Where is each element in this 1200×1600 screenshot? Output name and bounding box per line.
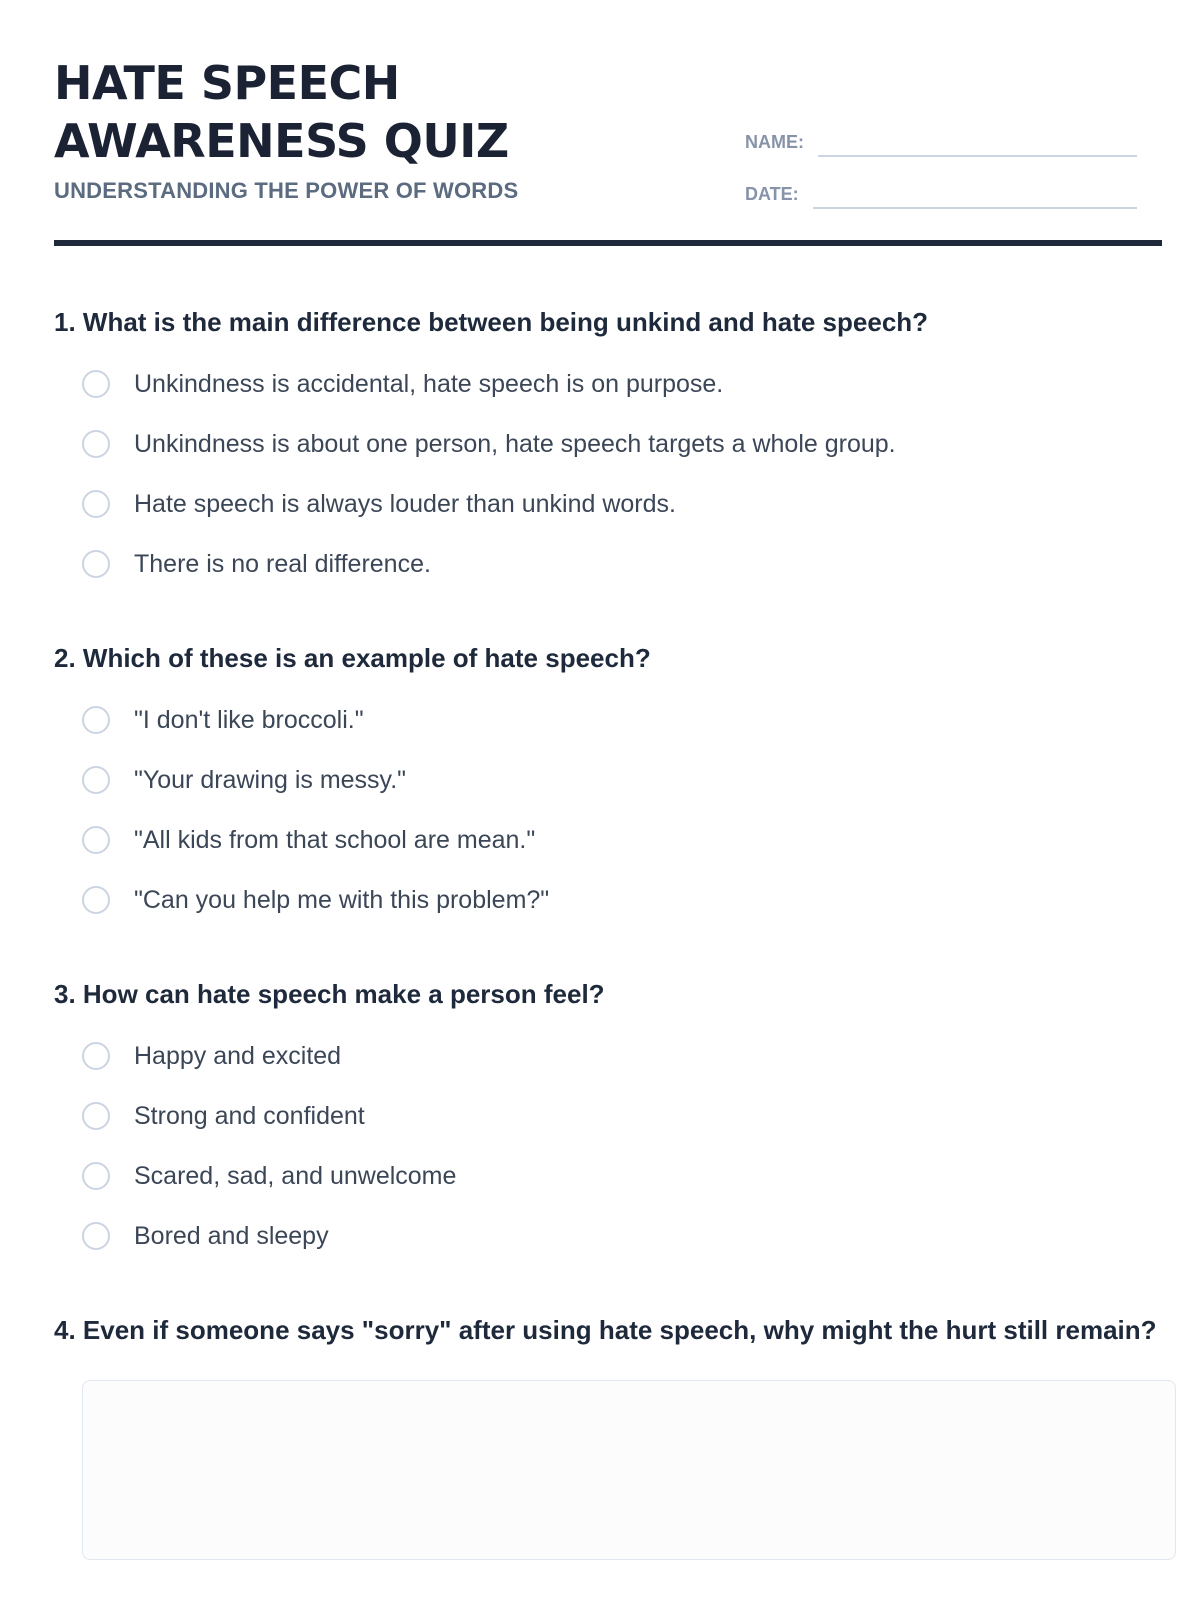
radio-button[interactable] bbox=[82, 826, 110, 854]
name-label: NAME: bbox=[745, 132, 804, 152]
question-4 bbox=[54, 1310, 1162, 1560]
question-3 bbox=[54, 974, 1162, 1266]
answer-option[interactable] bbox=[54, 1086, 1162, 1146]
radio-button[interactable] bbox=[82, 886, 110, 914]
radio-button[interactable] bbox=[82, 706, 110, 734]
radio-button[interactable] bbox=[82, 370, 110, 398]
option-label: Bored and sleepy bbox=[134, 1222, 329, 1250]
option-label: "All kids from that school are mean." bbox=[134, 826, 536, 854]
quiz-header bbox=[54, 54, 1162, 240]
option-label: Unkindness is accidental, hate speech is on purpose. bbox=[134, 370, 724, 398]
answer-option[interactable] bbox=[54, 474, 1162, 534]
question-text: 3. How can hate speech make a person feel? bbox=[54, 979, 605, 1009]
question-1-block bbox=[54, 302, 1162, 594]
header-divider bbox=[54, 240, 1162, 246]
written-answer-box[interactable] bbox=[82, 1380, 1176, 1560]
question-2 bbox=[54, 638, 1162, 930]
date-input-line[interactable] bbox=[813, 207, 1137, 209]
quiz-title: HATE SPEECH AWARENESS QUIZ bbox=[54, 56, 509, 168]
option-label: Unkindness is about one person, hate speech targets a whole group. bbox=[134, 430, 896, 458]
radio-button[interactable] bbox=[82, 1222, 110, 1250]
question-3-block bbox=[54, 974, 1162, 1266]
radio-button[interactable] bbox=[82, 490, 110, 518]
answer-option[interactable] bbox=[54, 690, 1162, 750]
question-text: 1. What is the main difference between being unkind and hate speech? bbox=[54, 307, 929, 337]
option-label: "Can you help me with this problem?" bbox=[134, 886, 550, 914]
option-label: Hate speech is always louder than unkind words. bbox=[134, 490, 676, 518]
answer-option[interactable] bbox=[54, 1146, 1162, 1206]
answer-options bbox=[54, 1026, 1162, 1266]
question-text: 2. Which of these is an example of hate speech? bbox=[54, 643, 651, 673]
quiz-subtitle: UNDERSTANDING THE POWER OF WORDS bbox=[54, 178, 519, 203]
question-2-block bbox=[54, 638, 1162, 930]
question-1 bbox=[54, 302, 1162, 594]
name-field bbox=[745, 126, 1137, 152]
answer-option[interactable] bbox=[54, 1026, 1162, 1086]
answer-option[interactable] bbox=[54, 354, 1162, 414]
answer-options bbox=[54, 690, 1162, 930]
answer-option[interactable] bbox=[54, 870, 1162, 930]
question-text: 4. Even if someone says "sorry" after using hate speech, why might the hurt still remain? bbox=[54, 1315, 1157, 1345]
option-label: Happy and excited bbox=[134, 1042, 342, 1070]
answer-option[interactable] bbox=[54, 810, 1162, 870]
name-input-line[interactable] bbox=[818, 155, 1137, 157]
option-label: "Your drawing is messy." bbox=[134, 766, 407, 794]
date-label: DATE: bbox=[745, 184, 799, 204]
option-label: Scared, sad, and unwelcome bbox=[134, 1162, 457, 1190]
radio-button[interactable] bbox=[82, 1042, 110, 1070]
radio-button[interactable] bbox=[82, 1102, 110, 1130]
answer-option[interactable] bbox=[54, 1206, 1162, 1266]
radio-button[interactable] bbox=[82, 550, 110, 578]
answer-option[interactable] bbox=[54, 534, 1162, 594]
radio-button[interactable] bbox=[82, 430, 110, 458]
answer-option[interactable] bbox=[54, 750, 1162, 810]
radio-button[interactable] bbox=[82, 766, 110, 794]
option-label: Strong and confident bbox=[134, 1102, 365, 1130]
date-field bbox=[745, 178, 1137, 204]
option-label: "I don't like broccoli." bbox=[134, 706, 364, 734]
option-label: There is no real difference. bbox=[134, 550, 431, 578]
radio-button[interactable] bbox=[82, 1162, 110, 1190]
student-info-fields bbox=[745, 126, 1137, 230]
answer-options bbox=[54, 354, 1162, 594]
answer-option[interactable] bbox=[54, 414, 1162, 474]
